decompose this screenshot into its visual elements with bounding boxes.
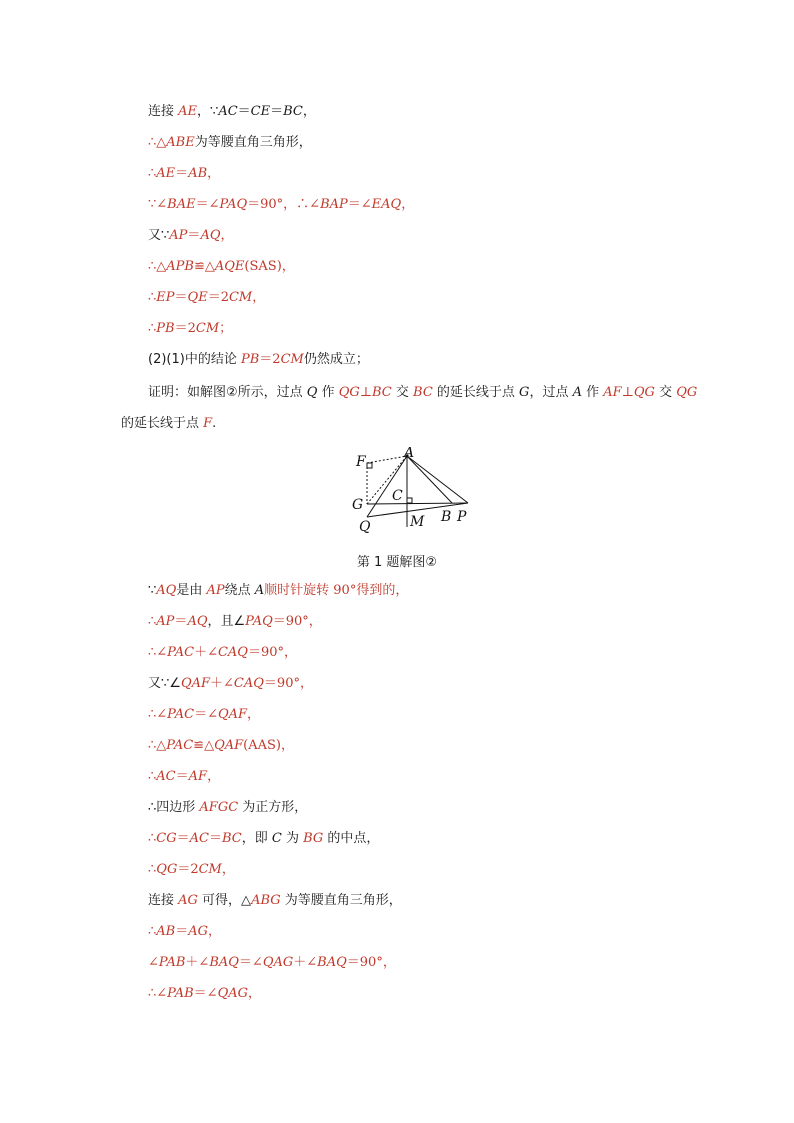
proof-line-3: ∴AE＝AB， <box>148 166 221 181</box>
label-A: A <box>404 447 415 461</box>
proof-line-5: 又∵AP＝AQ， <box>148 228 234 243</box>
proof-line-13: ∴AP＝AQ，且∠PAQ＝90°， <box>148 614 322 629</box>
label-Q: Q <box>359 519 371 535</box>
proof-line-24: ∠PAB＋∠BAQ＝∠QAG＋∠BAQ＝90°， <box>148 955 396 970</box>
proof-line-23: ∴AB＝AG， <box>148 924 222 939</box>
proof-line-1: 连接 AE，∵AC＝CE＝BC， <box>148 104 316 119</box>
proof-line-8: ∴PB＝2CM； <box>148 321 233 336</box>
proof-line-2: ∴△ABE为等腰直角三角形， <box>148 135 312 150</box>
label-M: M <box>410 514 425 530</box>
proof-line-15: 又∵∠QAF＋∠CAQ＝90°， <box>148 676 313 691</box>
label-B: B <box>441 509 452 525</box>
proof-line-4: ∵∠BAE＝∠PAQ＝90°，∴∠BAP＝∠EAQ， <box>148 197 415 212</box>
proof-line-19: ∴四边形 AFGC 为正方形， <box>148 800 308 815</box>
proof-line-25: ∴∠PAB＝∠QAG， <box>148 986 262 1001</box>
label-P: P <box>457 509 467 525</box>
proof-line-17: ∴△PAC≌△QAF(AAS)， <box>148 738 294 753</box>
proof-line-20: ∴CG＝AC＝BC，即 C 为 BG 的中点， <box>148 831 380 846</box>
proof-line-10: 证明：如解图②所示，过点 Q 作 QG⊥BC 交 BC 的延长线于点 G，过点 A 作 AF⊥QG 交 QG <box>148 385 698 400</box>
label-C: C <box>392 488 403 504</box>
label-F: F <box>356 454 366 470</box>
figure-caption: 第 1 题解图② <box>356 555 438 570</box>
proof-line-21: ∴QG＝2CM， <box>148 862 235 877</box>
proof-line-7: ∴EP＝QE＝2CM， <box>148 290 266 305</box>
geometry-figure <box>340 447 480 539</box>
proof-line-6: ∴△APB≌△AQE(SAS)， <box>148 259 295 274</box>
proof-line-9: (2)(1)中的结论 PB＝2CM仍然成立； <box>148 352 369 367</box>
label-G: G <box>352 497 364 513</box>
proof-line-12: ∵AQ是由 AP绕点 A顺时针旋转 90°得到的， <box>148 583 409 598</box>
proof-line-11: 的延长线于点 F. <box>121 416 217 431</box>
proof-line-18: ∴AC＝AF， <box>148 769 221 784</box>
proof-line-22: 连接 AG 可得，△ABG 为等腰直角三角形， <box>148 893 402 908</box>
proof-line-16: ∴∠PAC＝∠QAF， <box>148 707 261 722</box>
proof-line-14: ∴∠PAC＋∠CAQ＝90°， <box>148 645 298 660</box>
